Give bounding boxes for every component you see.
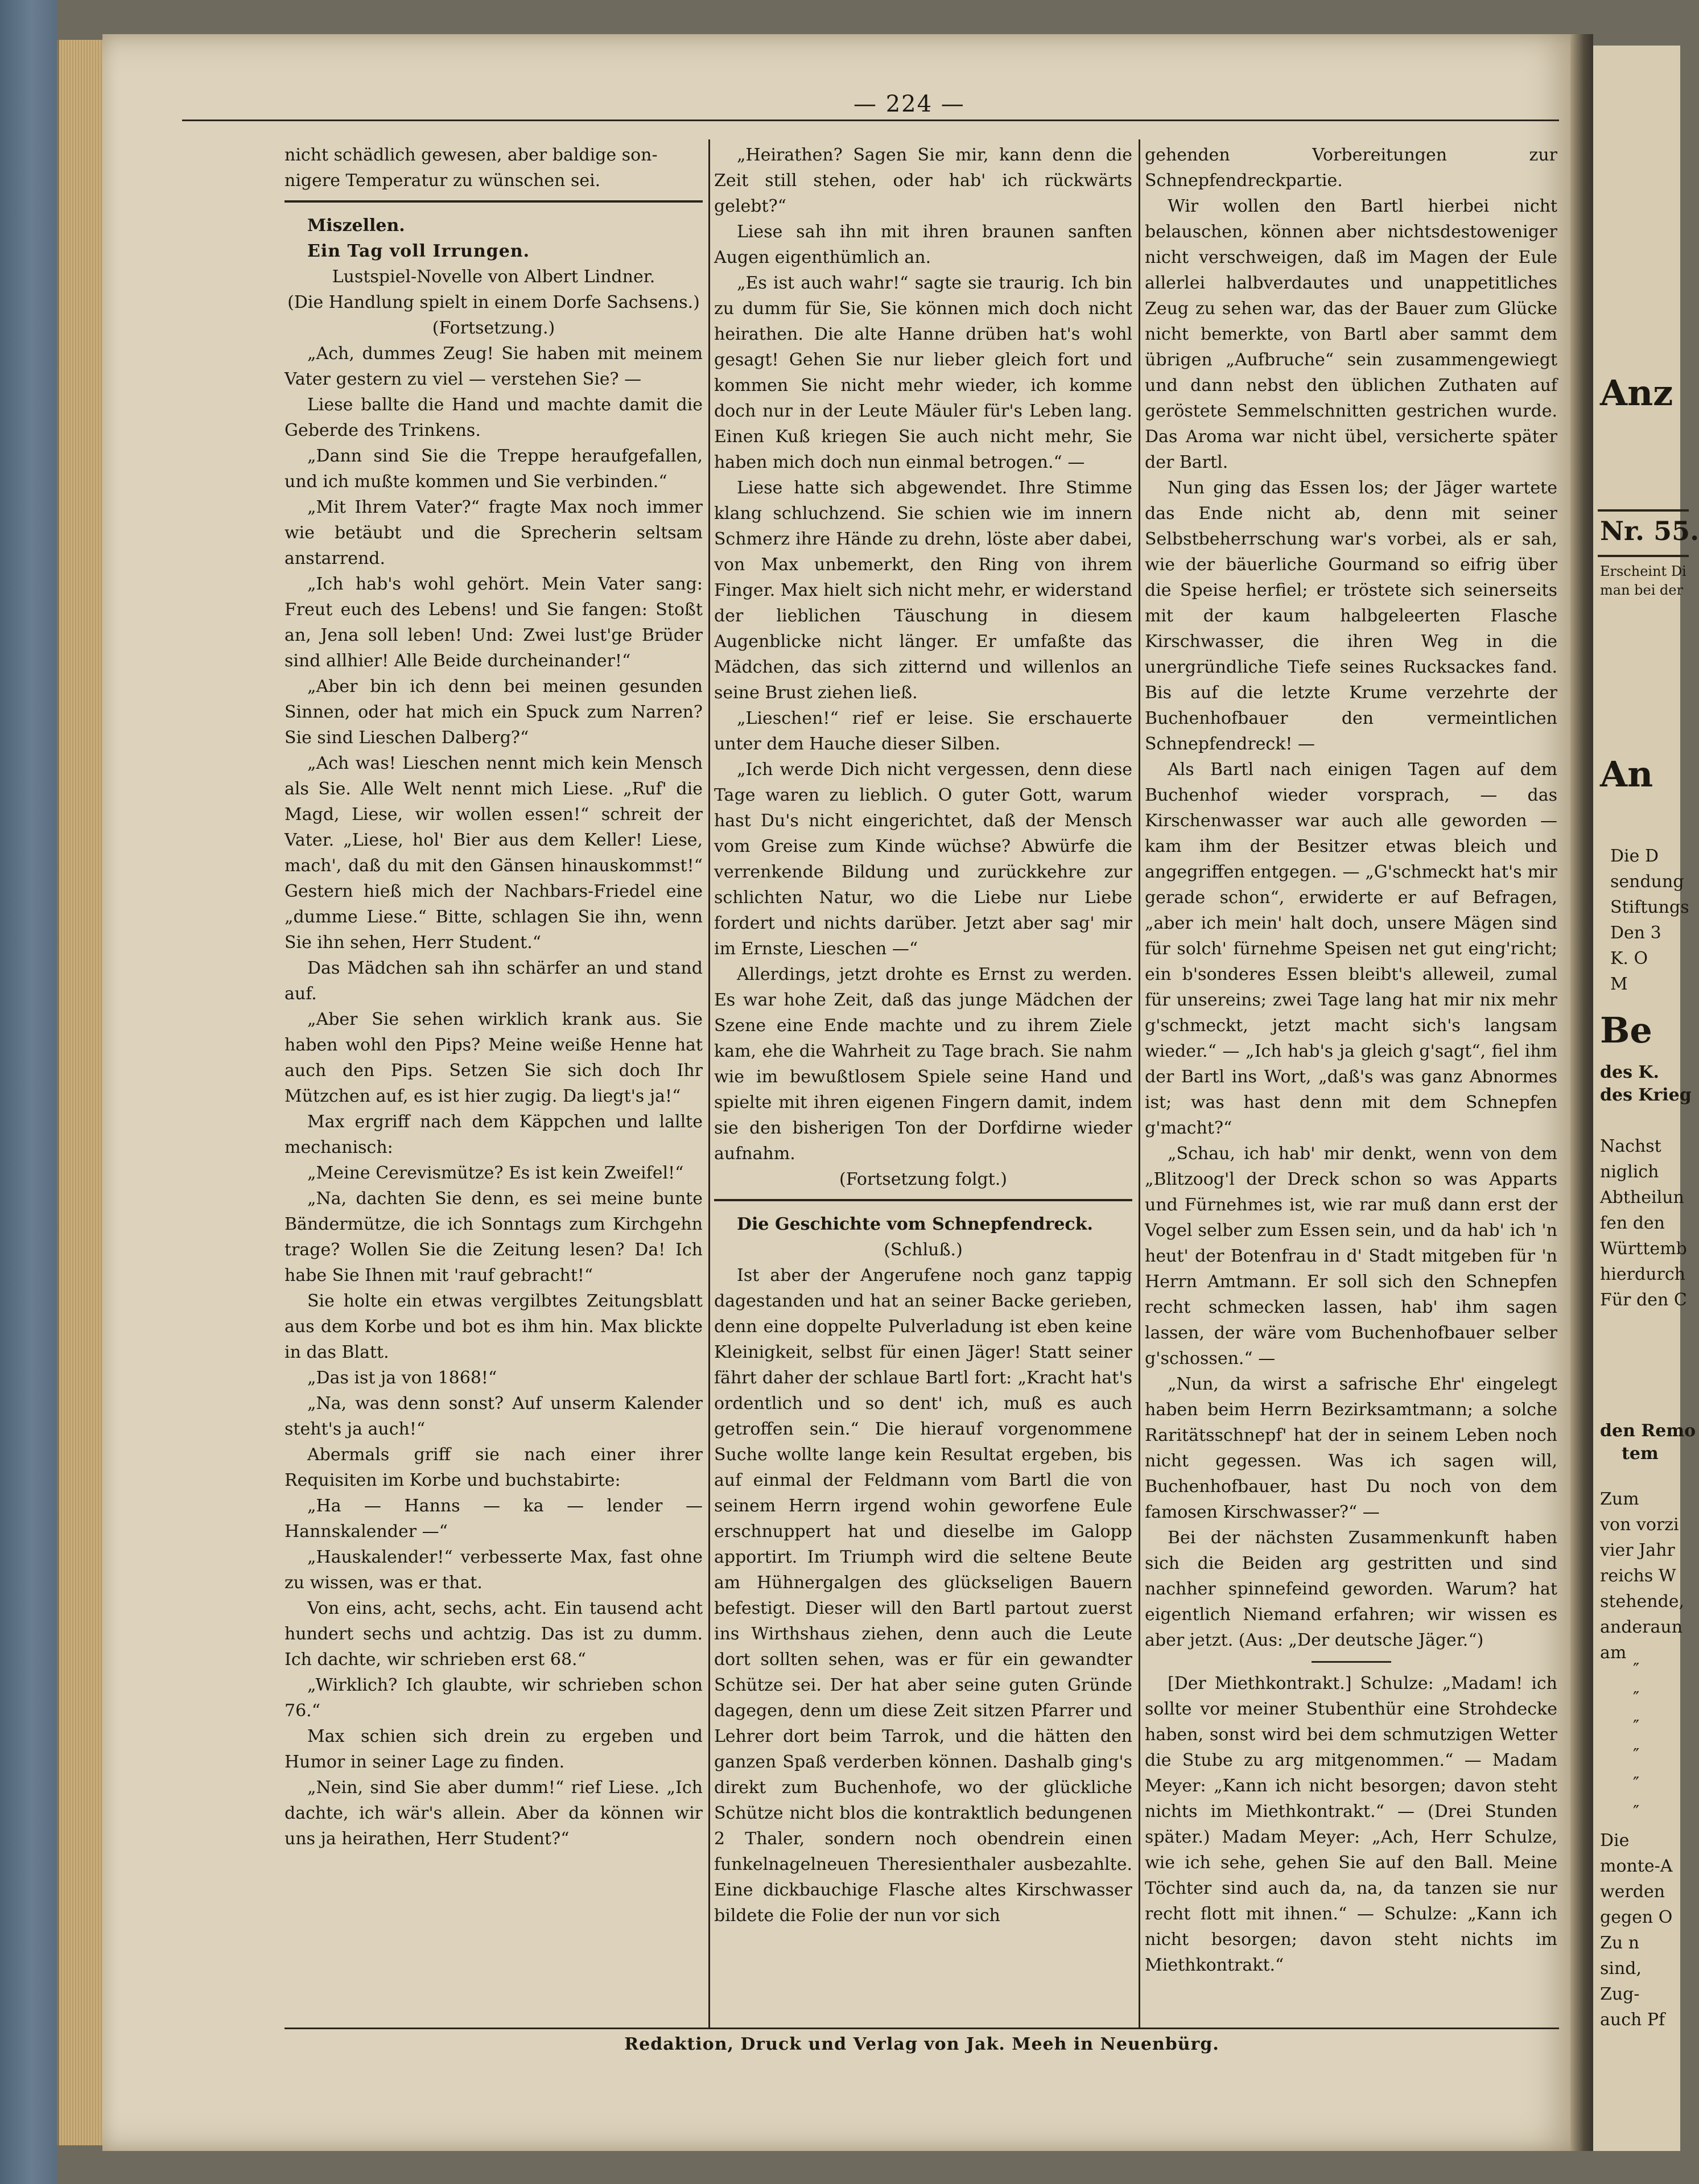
next-page-text: Abtheilun — [1600, 1188, 1684, 1208]
text-paragraph: „Na, dachten Sie denn, es sei meine bunte Bändermütze, die ich Sonntags zum Kirchgehn trage? Wollen Sie die Zeitung lesen? Da! Ich habe Sie Ihnen mit 'rauf gebracht!“ — [284, 1189, 703, 1285]
column-rule-1 — [708, 139, 710, 2029]
text-paragraph: Liese sah ihn mit ihren braunen sanften Augen eigenthümlich an. — [714, 222, 1132, 267]
text-paragraph: „Ich hab's wohl gehört. Mein Vater sang: Freut euch des Lebens! und Sie fangen: Stoßt an, Jena soll leben! Und: Zwei lust'ge Brüder sind allhier! Alle Beide durcheinander!“ — [284, 574, 703, 671]
adjacent-page — [1593, 46, 1699, 2151]
next-page-text: gegen O — [1600, 1907, 1673, 1927]
next-page-text: monte-A — [1600, 1856, 1673, 1876]
next-page-text: Die — [1600, 1831, 1630, 1851]
next-page-text: ″ — [1633, 1774, 1640, 1794]
next-page-text: Württemb — [1600, 1239, 1687, 1259]
text-paragraph: „Ha — Hanns — ka — lender — Hannskalender —“ — [284, 1496, 703, 1542]
next-page-text: den Remo — [1600, 1421, 1696, 1441]
anecdote-miethkontrakt: [Der Miethkontrakt.] Schulze: „Madam! ich sollte vor meiner Stubenthür eine Strohdecke haben, sonst wird bei dem schmutzigen Wetter die Stube zu arg mitgenommen.“ — Madam Meyer: „Kann ich nicht besorgen; davon steht nichts im Miethkontrakt.“ — (Drei Stunden später.) Madam Meyer: „Ach, Herr Schulze, wie ich sehe, gehen Sie auf den Ball. Meine Töchter sind auch da, na, da tanzen sie nur recht flott mit ihnen.“ — Schulze: „Kann ich nicht besorgen; davon steht nichts im Miethkontrakt.“ — [1145, 1674, 1557, 1975]
text-paragraph: Das Mädchen sah ihn schärfer an und stand auf. — [284, 958, 703, 1004]
text-paragraph: „Aber Sie sehen wirklich krank aus. Sie haben wohl den Pips? Meine weiße Henne hat auch den Pips. Setzen Sie sich doch Ihr Mützchen auf, es ist hier zugig. Da liegt's ja!“ — [284, 1009, 703, 1106]
story-body-continued — [714, 142, 1132, 1167]
next-page-text: des K. — [1600, 1062, 1659, 1082]
text-paragraph: „Nun, da wirst a safrische Ehr' eingelegt haben beim Herrn Bezirksamtmann; a solche Raritätsschnepf' hat der in seinem Leben noch nicht gegessen. Was ich sagen will, Buchenhofbauer, hast Du noch von dem famosen Kirschwasser?“ — — [1145, 1374, 1557, 1522]
column-1 — [284, 142, 703, 2026]
section-rule — [714, 1199, 1132, 1201]
text-paragraph: Max ergriff nach dem Käppchen und lallte mechanisch: — [284, 1112, 703, 1157]
text-paragraph: „Aber bin ich denn bei meinen gesunden Sinnen, oder hat mich ein Spuck zum Narren? Sie sind Lieschen Dalberg?“ — [284, 677, 703, 748]
story2-title: Die Geschichte vom Schnepfendreck. — [737, 1214, 1093, 1234]
next-page-rule — [1598, 555, 1689, 557]
to-be-continued: (Fortsetzung folgt.) — [839, 1169, 1007, 1189]
story2-body-continued — [1145, 193, 1557, 1653]
next-page-text: Erscheint Di — [1600, 563, 1686, 579]
next-page-text: Nachst — [1600, 1136, 1661, 1156]
text-paragraph: Sie holte ein etwas vergilbtes Zeitungsblatt aus dem Korbe und bot es ihm hin. Max blickte in das Blatt. — [284, 1291, 703, 1362]
text-paragraph: „Na, was denn sonst? Auf unserm Kalender steht's ja auch!“ — [284, 1394, 703, 1439]
next-page-text: werden — [1600, 1882, 1665, 1902]
next-page-text: tem — [1622, 1444, 1659, 1464]
next-page-text: auch Pf — [1600, 2010, 1665, 2030]
text-paragraph: Liese hatte sich abgewendet. Ihre Stimme klang schluchzend. Sie schien wie im innern Schmerz ihre Hände zu drehn, löste aber dabei, von Max unbemerkt, den Ring von ihrem Finger. Max hielt sich nicht mehr, er widerstand der lieblichen Täuschung in diesem Augenblicke nicht länger. Er umfaßte das Mädchen, das sich zitternd und willenlos an seine Brust ziehen ließ. — [714, 478, 1132, 703]
text-paragraph: „Heirathen? Sagen Sie mir, kann denn die Zeit still stehen, oder hab' ich rückwärts gelebt?“ — [714, 145, 1132, 216]
next-page-text: ″ — [1633, 1802, 1640, 1822]
page-number: — 224 — — [853, 91, 965, 117]
text-paragraph: „Ich werde Dich nicht vergessen, denn diese Tage waren zu lieblich. O guter Gott, warum hast Du's nicht eingerichtet, daß der Mensch vom Greise zum Kinde wüchse? Abwürfe die verrenkende Bildung und zurückkehre zur schlichten Natur, wo die Liebe nur Liebe fordert und nichts darüber. Jetzt aber sag' mir im Ernste, Lieschen —“ — [714, 760, 1132, 959]
footer-rule — [284, 2028, 1559, 2029]
next-page-text: Zu n — [1600, 1933, 1640, 1953]
text-paragraph: „Ach was! Lieschen nennt mich kein Mensch als Sie. Alle Welt nennt mich Liese. „Ruf' die Magd, Liese, wir wollen essen!“ schreit der Vater. „Liese, hol' Bier aus dem Keller! Liese, mach', daß du mit den Gänsen hinauskommst!“ Gestern hieß mich der Nachbars-Friedel eine „dumme Liese.“ Bitte, schlagen Sie ihn, wenn Sie ihn sehen, Herr Student.“ — [284, 753, 703, 953]
text-paragraph: „Es ist auch wahr!“ sagte sie traurig. Ich bin zu dumm für Sie, Sie können mich doch nicht heirathen. Die alte Hanne drüben hat's wohl gesagt! Gehen Sie nur lieber gleich fort und kommen Sie nicht mehr wieder, ich komme doch nur in der Leute Mäuler für's Leben lang. Einen Kuß kriegen Sie auch nicht mehr, Sie haben mich doch nun einmal betrogen.“ — — [714, 273, 1132, 472]
next-page-text: Stiftungs — [1610, 897, 1689, 917]
text-paragraph: gehenden Vorbereitungen zur Schnepfendreckpartie. — [1145, 145, 1557, 191]
book-binding — [0, 0, 57, 2184]
text-paragraph: „Meine Cerevismütze? Es ist kein Zweifel!“ — [307, 1163, 684, 1183]
text-paragraph: „Lieschen!“ rief er leise. Sie erschauerte unter dem Hauche dieser Silben. — [714, 708, 1132, 754]
column-3 — [1145, 142, 1557, 2026]
next-page-text: anderaun — [1600, 1617, 1683, 1637]
next-page-issue: Nr. 55. — [1600, 516, 1699, 546]
text-paragraph: Ist aber der Angerufene noch ganz tappig dagestanden und hat an seiner Backe gerieben, denn eine doppelte Pulverladung ist eben keine Kleinigkeit, selbst für einen Jäger! Statt seiner fährt daher der schlaue Bartl fort: „Kracht hat's ordentlich und so dent' ich, muß es auch getroffen sein.“ Die hierauf vorgenommene Suche wollte lange kein Resultat ergeben, bis auf einmal der Feldmann vom Bartl die von seinem Herrn irgend wohin geworfene Eule erschnuppert hat und dieselbe im Galopp apportirt. Im Triumph wird die seltene Beute am Hühnergalgen des glückseligen Bauern befestigt. Dieser will den Bartl partout zuerst ins Wirthshaus ziehen, denn auch die Leute dort sollten sehen, was er für ein gewandter Schütze sei. Der hat aber seine guten Gründe dagegen, denn um diese Zeit sitzen Pfarrer und Lehrer dort beim Tarrok, und die hätten den ganzen Spaß verderben können. Dashalb ging's direkt zum Buchenhofe, wo der glückliche Schütze nicht blos die kontraktlich bedungenen 2 Thaler, sondern noch obendrein einen funkelnagelneuen Theresienthaler ausbezahlte. Eine dickbauchige Flasche altes Kirschwasser bildete die Folie der nun vor sich — [714, 1266, 1132, 1926]
next-page-text: sind, — [1600, 1959, 1642, 1979]
story-title: Ein Tag voll Irrungen. — [307, 241, 530, 261]
top-rule — [182, 119, 1559, 121]
book-page-edges — [57, 40, 105, 2145]
text-paragraph: Max schien sich drein zu ergeben und Humor in seiner Lage zu finden. — [284, 1726, 703, 1772]
next-page-text: niglich — [1600, 1162, 1659, 1182]
story2-subtitle: (Schluß.) — [884, 1240, 963, 1260]
text-paragraph: „Ach, dummes Zeug! Sie haben mit meinem Vater gestern zu viel — verstehen Sie? — — [284, 344, 703, 389]
text-paragraph: Als Bartl nach einigen Tagen auf dem Buchenhof wieder vorsprach, — das Kirschenwasser war auch alle geworden — kam ihm der Besitzer etwas bleich und angegriffen entgegen. — „G'schmeckt hat's mir gerade schon“, erwiderte er auf Befragen, „aber ich mein' halt doch, unsere Mägen sind für solch' fürnehme Speisen net gut eing'richt; ein b'sonderes Essen bleibt's alleweil, zumal für unsereins; zwei Tage lang hat mir nix mehr g'schmeckt, jetzt macht sich's langsam wieder.“ — „Ich hab's ja gleich g'sagt“, fiel ihm der Bartl ins Wort, „daß's was ganz Abnormes ist; was hast denn mit dem Schnepfen g'macht?“ — [1145, 760, 1557, 1138]
next-page-text: am — [1600, 1643, 1627, 1663]
next-page-text: vier Jahr — [1600, 1540, 1675, 1560]
next-page-text: man bei der — [1600, 582, 1684, 598]
text-paragraph: Allerdings, jetzt drohte es Ernst zu werden. Es war hohe Zeit, daß das junge Mädchen der Szene eine Ende machte und zu ihrem Ziele kam, ehe die Wahrheit zu Tage brach. Sie nahm wie im bewußtlosem Spiele seine Hand und spielte mit ihren eigenen Fingern damit, indem sie den bisherigen Ton der Dorfdirne wieder aufnahm. — [714, 965, 1132, 1164]
story-continuation: (Fortsetzung.) — [432, 318, 555, 338]
text-line: nigere Temperatur zu wünschen sei. — [284, 171, 601, 191]
imprint-footer: Redaktion, Druck und Verlag von Jak. Meeh in Neuenbürg. — [624, 2034, 1219, 2054]
next-page-text: M — [1610, 974, 1628, 994]
next-page-rule — [1598, 509, 1689, 512]
text-paragraph: „Wirklich? Ich glaubte, wir schrieben schon 76.“ — [284, 1675, 703, 1721]
next-page-text: Den 3 — [1610, 923, 1661, 943]
next-page-text: von vorzi — [1600, 1515, 1679, 1535]
next-page-text: sendung — [1610, 872, 1684, 892]
text-paragraph: Von eins, acht, sechs, acht. Ein tausend acht hundert sechs und achtzig. Das ist zu dumm. Ich dachte, wir schrieben erst 68.“ — [284, 1598, 703, 1670]
text-paragraph: „Nein, sind Sie aber dumm!“ rief Liese. „Ich dachte, ich wär's allein. Aber da können wir uns ja heirathen, Herr Student?“ — [284, 1778, 703, 1849]
text-paragraph: „Hauskalender!“ verbesserte Max, fast ohne zu wissen, was er that. — [284, 1547, 703, 1593]
next-page-text: Die D — [1610, 846, 1659, 866]
next-page-text: Zug- — [1600, 1984, 1640, 2004]
text-paragraph: Nun ging das Essen los; der Jäger wartete das Ende nicht ab, denn mit seiner Selbstbeherrschung war's vorbei, als er sah, wie der bäuerliche Gourmand so eifrig über die Speise herfiel; er tröstete sich seinerseits mit der kaum halbgeleerten Flasche Kirschwasser, die ihren Weg in die unergründliche Tiefe seines Rucksackes fand. Bis auf die letzte Krume verzehrte der Buchenhofbauer den vermeintlichen Schnepfendreck! — — [1145, 478, 1557, 754]
next-page-text: ″ — [1633, 1688, 1640, 1708]
story2-body — [714, 1263, 1132, 1928]
text-paragraph: Abermals griff sie nach einer ihrer Requisiten im Korbe und buchstabirte: — [284, 1445, 703, 1490]
text-line: nicht schädlich gewesen, aber baldige son- — [284, 145, 658, 165]
next-page-text: fen den — [1600, 1213, 1665, 1233]
next-page-text: Zum — [1600, 1489, 1639, 1509]
story-body — [284, 341, 703, 1852]
text-paragraph: Liese ballte die Hand und machte damit die Geberde des Trinkens. — [284, 395, 703, 440]
next-page-text: hierdurch — [1600, 1264, 1685, 1284]
text-paragraph: „Mit Ihrem Vater?“ fragte Max noch immer wie betäubt und die Sprecherin seltsam anstarrend. — [284, 497, 703, 568]
text-paragraph: „Das ist ja von 1868!“ — [307, 1368, 497, 1388]
short-rule — [1312, 1661, 1391, 1663]
next-page-text: Für den C — [1600, 1290, 1687, 1310]
next-page-heading: An — [1600, 753, 1653, 795]
next-page-heading: Be — [1600, 1009, 1652, 1051]
miszellen-heading: Miszellen. — [307, 216, 405, 236]
next-page-text: ″ — [1633, 1660, 1640, 1680]
column-2 — [714, 142, 1132, 2026]
column-rule-2 — [1139, 139, 1140, 2029]
next-page-text: K. O — [1610, 949, 1648, 969]
text-paragraph: Bei der nächsten Zusammenkunft haben sich die Beiden arg gestritten und sind nachher spinnefeind geworden. Warum? hat eigentlich Niemand erfahren; wir wissen es aber jetzt. (Aus: „Der deutsche Jäger.“) — [1145, 1528, 1557, 1650]
book-gutter — [1570, 34, 1593, 2151]
text-paragraph: Wir wollen den Bartl hierbei nicht belauschen, können aber nichtsdestoweniger nicht verschweigen, daß im Magen der Eule allerlei halbverdautes und unappetitliches Zeug zu sehen war, das der Bauer zum Glücke nicht bemerkte, von Bartl aber sammt dem übrigen „Aufbruche“ sein zusammengewiegt und dann nebst den üblichen Zuthaten auf geröstete Semmelschnitten gestrichen wurde. Das Aroma war nicht übel, versicherte später der Bartl. — [1145, 196, 1557, 472]
next-page-text: des Krieg — [1600, 1085, 1692, 1105]
next-page-text: ″ — [1633, 1745, 1640, 1765]
next-page-text: reichs W — [1600, 1566, 1676, 1586]
story-byline: Lustspiel-Novelle von Albert Lindner. — [332, 267, 655, 287]
story-setting: (Die Handlung spielt in einem Dorfe Sachsens.) — [287, 292, 700, 312]
text-paragraph: „Schau, ich hab' mir denkt, wenn von dem „Blitzoog'l der Dreck schon so was Apparts und Fürnehmes ist, wie rar muß dann erst der Vogel selber zum Essen sein, und da hab' ich 'n heut' der Botenfrau in d' Stadt mitgeben für 'n Herrn Amtmann. Er soll sich den Schnepfen recht schmecken lassen, hab' ihm sagen lassen, der wäre vom Buchenhofbauer selber g'schossen.“ — — [1145, 1144, 1557, 1369]
next-page-header: Anz — [1600, 372, 1673, 414]
section-rule — [284, 200, 703, 203]
next-page-text: stehende, — [1600, 1592, 1685, 1612]
text-paragraph: „Dann sind Sie die Treppe heraufgefallen, und ich mußte kommen und Sie verbinden.“ — [284, 446, 703, 492]
next-page-text: ″ — [1633, 1717, 1640, 1737]
